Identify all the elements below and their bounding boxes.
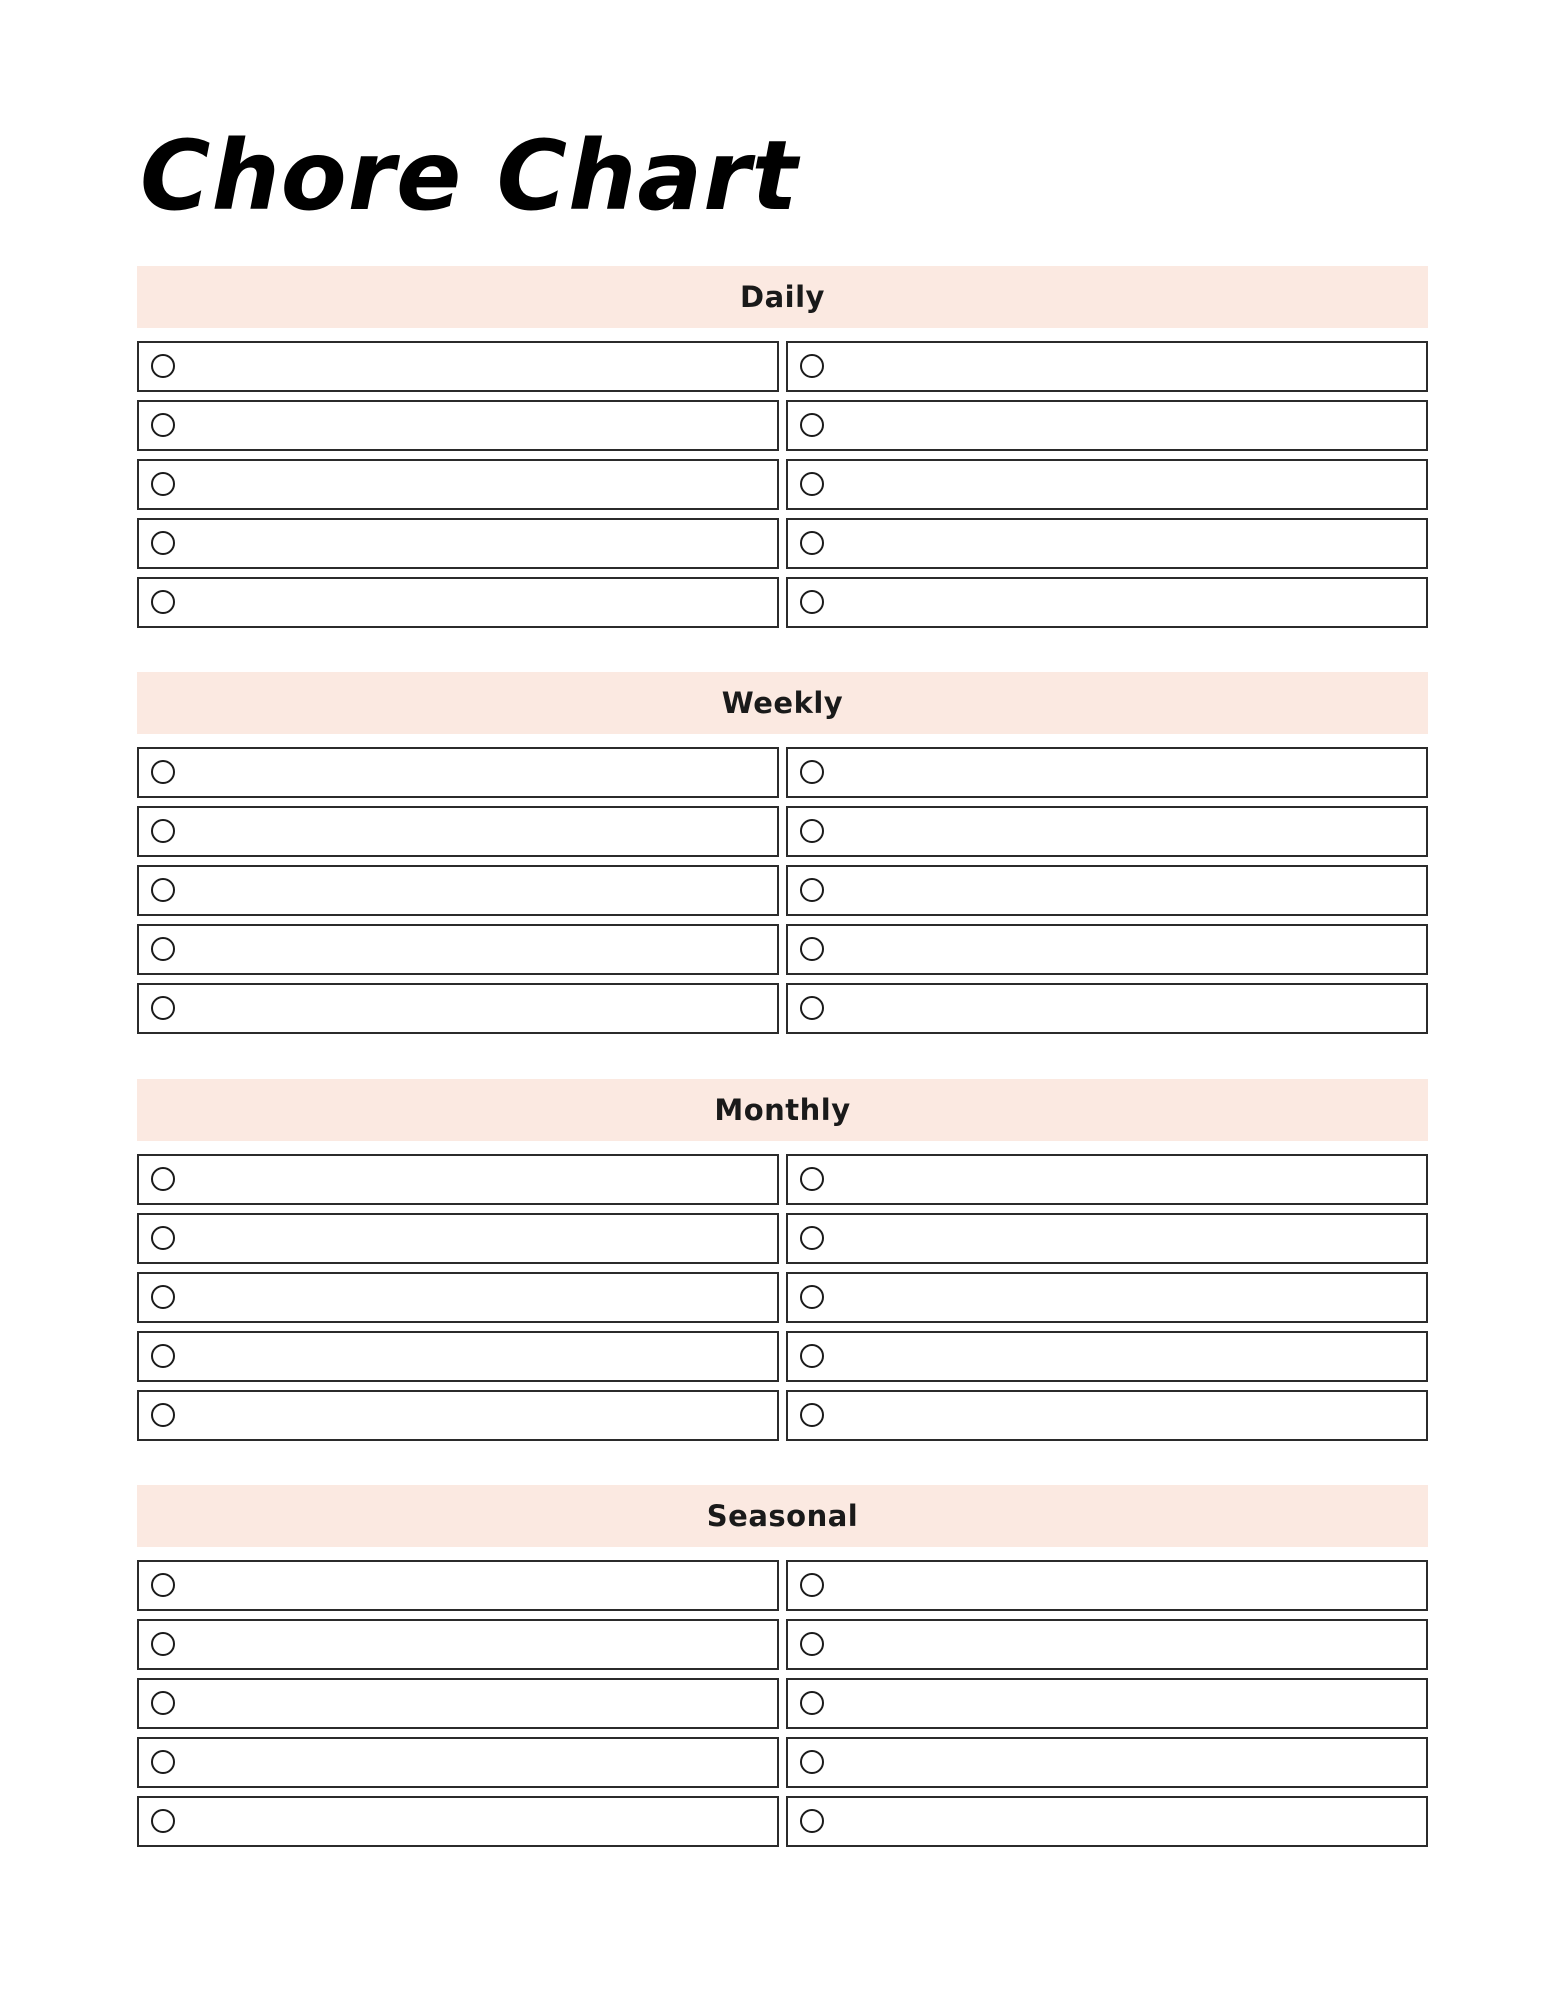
chore-row[interactable] (137, 1619, 779, 1670)
chore-row[interactable] (137, 1560, 779, 1611)
chore-row[interactable] (786, 400, 1428, 451)
chore-row[interactable] (786, 577, 1428, 628)
checkbox-circle-icon[interactable] (800, 1285, 824, 1309)
chore-row[interactable] (786, 518, 1428, 569)
checkbox-circle-icon[interactable] (151, 472, 175, 496)
chore-row[interactable] (137, 1331, 779, 1382)
chore-row[interactable] (786, 1560, 1428, 1611)
checkbox-circle-icon[interactable] (151, 590, 175, 614)
checkbox-circle-icon[interactable] (151, 1573, 175, 1597)
section-header: Monthly (137, 1079, 1428, 1141)
checkbox-circle-icon[interactable] (800, 354, 824, 378)
chore-row[interactable] (786, 1619, 1428, 1670)
checkbox-circle-icon[interactable] (151, 878, 175, 902)
checkbox-circle-icon[interactable] (800, 819, 824, 843)
chore-row[interactable] (137, 1796, 779, 1847)
section-header: Weekly (137, 672, 1428, 734)
chore-row[interactable] (786, 1272, 1428, 1323)
section-seasonal (137, 1485, 1428, 1847)
section-weekly (137, 672, 1428, 1034)
checkbox-circle-icon[interactable] (800, 472, 824, 496)
checkbox-circle-icon[interactable] (800, 1226, 824, 1250)
checkbox-circle-icon[interactable] (800, 1750, 824, 1774)
chore-row[interactable] (137, 1272, 779, 1323)
chore-grid (137, 1560, 1428, 1847)
checkbox-circle-icon[interactable] (800, 760, 824, 784)
checkbox-circle-icon[interactable] (151, 531, 175, 555)
chore-row[interactable] (786, 806, 1428, 857)
section-header: Daily (137, 266, 1428, 328)
chore-row[interactable] (786, 1678, 1428, 1729)
chore-row[interactable] (137, 518, 779, 569)
checkbox-circle-icon[interactable] (800, 1403, 824, 1427)
chore-row[interactable] (786, 1213, 1428, 1264)
checkbox-circle-icon[interactable] (800, 413, 824, 437)
checkbox-circle-icon[interactable] (800, 1632, 824, 1656)
checkbox-circle-icon[interactable] (800, 1573, 824, 1597)
chore-row[interactable] (786, 924, 1428, 975)
checkbox-circle-icon[interactable] (800, 1691, 824, 1715)
chore-row[interactable] (137, 1213, 779, 1264)
checkbox-circle-icon[interactable] (151, 1750, 175, 1774)
checkbox-circle-icon[interactable] (151, 1809, 175, 1833)
chore-row[interactable] (137, 1390, 779, 1441)
chore-row[interactable] (786, 1390, 1428, 1441)
checkbox-circle-icon[interactable] (800, 1167, 824, 1191)
checkbox-circle-icon[interactable] (800, 937, 824, 961)
checkbox-circle-icon[interactable] (151, 819, 175, 843)
chore-row[interactable] (137, 747, 779, 798)
checkbox-circle-icon[interactable] (151, 1167, 175, 1191)
chore-row[interactable] (786, 1154, 1428, 1205)
chore-row[interactable] (786, 865, 1428, 916)
section-daily (137, 266, 1428, 628)
chore-row[interactable] (137, 1737, 779, 1788)
checkbox-circle-icon[interactable] (151, 760, 175, 784)
checkbox-circle-icon[interactable] (151, 1691, 175, 1715)
chore-row[interactable] (137, 983, 779, 1034)
chore-row[interactable] (137, 577, 779, 628)
checkbox-circle-icon[interactable] (151, 1632, 175, 1656)
chore-row[interactable] (137, 924, 779, 975)
chore-row[interactable] (786, 459, 1428, 510)
chore-row[interactable] (137, 341, 779, 392)
checkbox-circle-icon[interactable] (151, 1403, 175, 1427)
chore-row[interactable] (786, 983, 1428, 1034)
chore-row[interactable] (137, 400, 779, 451)
chore-row[interactable] (137, 865, 779, 916)
checkbox-circle-icon[interactable] (800, 590, 824, 614)
chore-row[interactable] (786, 1737, 1428, 1788)
chore-row[interactable] (137, 806, 779, 857)
chore-grid (137, 341, 1428, 628)
checkbox-circle-icon[interactable] (151, 937, 175, 961)
chore-row[interactable] (137, 1154, 779, 1205)
checkbox-circle-icon[interactable] (151, 1285, 175, 1309)
checkbox-circle-icon[interactable] (151, 1344, 175, 1368)
chore-row[interactable] (786, 1331, 1428, 1382)
chore-row[interactable] (786, 341, 1428, 392)
checkbox-circle-icon[interactable] (800, 1344, 824, 1368)
checkbox-circle-icon[interactable] (151, 1226, 175, 1250)
section-header: Seasonal (137, 1485, 1428, 1547)
checkbox-circle-icon[interactable] (800, 878, 824, 902)
checkbox-circle-icon[interactable] (151, 413, 175, 437)
checkbox-circle-icon[interactable] (800, 1809, 824, 1833)
chore-row[interactable] (137, 459, 779, 510)
chore-row[interactable] (137, 1678, 779, 1729)
chore-grid (137, 747, 1428, 1034)
checkbox-circle-icon[interactable] (151, 354, 175, 378)
chore-grid (137, 1154, 1428, 1441)
page-title: Chore Chart (140, 120, 799, 232)
checkbox-circle-icon[interactable] (800, 996, 824, 1020)
checkbox-circle-icon[interactable] (151, 996, 175, 1020)
checkbox-circle-icon[interactable] (800, 531, 824, 555)
section-monthly (137, 1079, 1428, 1441)
chore-row[interactable] (786, 747, 1428, 798)
chore-row[interactable] (786, 1796, 1428, 1847)
